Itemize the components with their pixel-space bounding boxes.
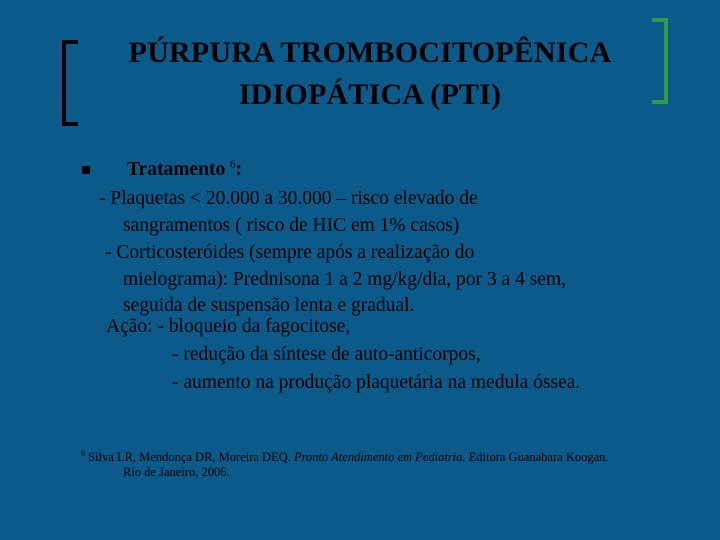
- title-line-1: PÚRPURA TROMBOCITOPÊNICA: [128, 36, 612, 69]
- footnote-authors: Silva LR, Mendonça DR, Moreira DEQ.: [85, 450, 294, 464]
- title-line-2: IDIOPÁTICA (PTI): [238, 78, 502, 111]
- footnote-book-title: Pronto Atendimento em Pediatria.: [294, 450, 466, 464]
- footnote-line-2: Rio de Janeiro, 2006.: [123, 465, 230, 479]
- heading-suffix: :: [235, 159, 243, 180]
- acao-line-1: Ação: - bloqueio da fagocitose,: [106, 316, 351, 337]
- bullet-square-icon: [82, 166, 90, 174]
- title-bracket-left: [62, 40, 78, 126]
- platelet-paragraph: [99, 186, 665, 239]
- section-heading: [127, 157, 242, 184]
- acao-line-2: - redução da síntese de auto-anticorpos,: [172, 344, 481, 365]
- corticosteroid-line-3: seguida de suspensão lenta e gradual.: [123, 295, 415, 316]
- platelet-line-2: sangramentos ( risco de HIC em 1% casos): [123, 214, 460, 236]
- platelet-line-1: - Plaquetas < 20.000 a 30.000 – risco elevado de: [99, 188, 478, 209]
- corticosteroid-line-1: - Corticosteróides (sempre após a realização do: [105, 242, 475, 263]
- footnote: [81, 450, 681, 480]
- corticosteroid-line-2: mielograma): Prednisona 1 a 2 mg/kg/dia, por 3 a 4 sem,: [123, 268, 566, 290]
- heading-reference: 6: [230, 158, 236, 171]
- footnote-reference: 6: [81, 448, 85, 458]
- slide-title: [80, 32, 660, 116]
- heading-text: Tratamento: [127, 159, 226, 180]
- acao-line-3: - aumento na produção plaquetária na medula óssea.: [172, 372, 581, 393]
- footnote-publisher: Editora Guanabara Koogan.: [465, 450, 609, 464]
- corticosteroid-paragraph: [105, 240, 665, 320]
